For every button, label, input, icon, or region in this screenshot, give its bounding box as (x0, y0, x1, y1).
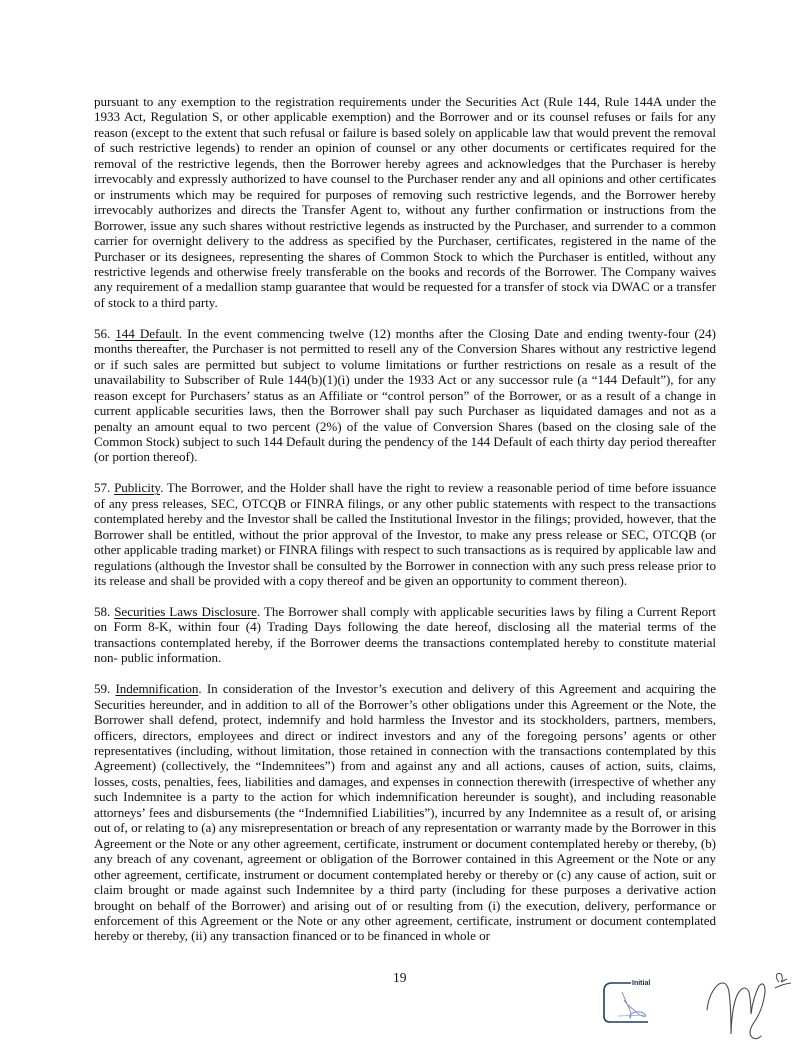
initial-stamp-frame-icon (600, 978, 660, 1026)
section-number: 58. (94, 603, 115, 619)
section-heading: Indemnification (115, 681, 199, 697)
section-heading: Publicity (114, 480, 161, 496)
document-body (94, 94, 716, 944)
paragraph-59-indemnification (94, 681, 716, 944)
initial-stamp (600, 978, 660, 1026)
paragraph-text: . The Borrower shall comply with applicable securities laws by filing a Current Report on Form 8-K, within four (4) Trading Days following the date hereof, disclosing all the material terms of the transactions contemplated hereby, if the Borrower deems the transactions contemplated hereby to constitute material non- public information. (94, 603, 716, 666)
paragraph-56-144-default (94, 326, 716, 465)
section-number: 56. (94, 325, 116, 341)
section-number: 59. (94, 681, 116, 697)
paragraph-continuation (94, 94, 716, 310)
section-number: 57. (94, 480, 115, 496)
paragraph-57-publicity (94, 480, 716, 588)
section-heading: 144 Default (115, 325, 179, 341)
paragraph-58-securities-laws-disclosure (94, 604, 716, 666)
page-number: 19 (393, 970, 407, 985)
handwritten-signature-icon (695, 962, 805, 1050)
initial-stamp-label: Initial (632, 980, 651, 987)
paragraph-text: . In consideration of the Investor’s execution and delivery of this Agreement and acquiring the Securities hereunder, and in addition to all of the Borrower’s other obligations under this Agreement or the Note, the Borrower shall defend, protect, indemnify and hold harmless the Investor and its stockholders, partners, members, officers, directors, employees and direct or indirect investors and any of the foregoing persons’ agents or other representatives (including, without limitation, those retained in connection with the transactions contemplated by this Agreement) (collectively, the “Indemnitees”) from and against any and all actions, causes of action, suits, claims, losses, costs, penalties, fees, liabilities and damages, and expenses in connection therewith (irrespective of whether any such Indemnitee is a party to the action for which indemnification hereunder is sought), and including reasonable attorneys’ fees and disbursements (the “Indemnified Liabilities”), incurred by any Indemnitee as a result of, or arising out of, or relating to (a) any misrepresentation or breach of any representation or warranty made by the Borrower in this Agreement or the Note or any other agreement, certificate, instrument or document contemplated hereby or thereby, (b) any breach of any covenant, agreement or obligation of the Borrower contained in this Agreement or the Note or any other agreement, certificate, instrument or document contemplated hereby or thereby or (c) any cause of action, suit or claim brought or made against such Indemnitee by a third party (including for these purposes a derivative action brought on behalf of the Borrower) and arising out of or resulting from (i) the execution, delivery, performance or enforcement of this Agreement or the Note or any other agreement, certificate, instrument or document contemplated hereby or thereby, (ii) any transaction financed or to be financed in whole or (94, 681, 716, 944)
paragraph-text: . In the event commencing twelve (12) months after the Closing Date and ending twenty-four (24) months thereafter, the Purchaser is not permitted to resell any of the Conversion Shares without any restrictive legend or if such sales are permitted but subject to volume limitations or further restrictions on resale as a result of the unavailability to Subscriber of Rule 144(b)(1)(i) under the 1933 Act or any successor rule (a “144 Default”), for any reason except for Purchasers’ status as an Affiliate or “control person” of the Borrower, or as a result of a change in current applicable securities laws, then the Borrower shall pay such Purchaser as liquidated damages and not as a penalty an amount equal to two percent (2%) of the value of Conversion Shares (based on the closing sale of the Common Stock) subject to such 144 Default during the pendency of the 144 Default of each thirty day period thereafter (or portion thereof). (94, 325, 716, 465)
paragraph-text: pursuant to any exemption to the registration requirements under the Securities Act (Rule 144, Rule 144A under the 1933 Act, Regulation S, or other applicable exemption) and the Borrower and or its counsel refuses or fails for any reason (except to the extent that such refusal or failure is based solely on applicable law that would prevent the removal of such restrictive legends) to render an opinion of counsel or any other documents or certificates required for the removal of the restrictive legends, then the Borrower hereby agrees and acknowledges that the Purchaser is hereby irrevocably and expressly authorized to have counsel to the Purchaser render any and all opinions and other certificates or instruments which may be required for purposes of removing such restrictive legends, and the Borrower hereby irrevocably authorizes and directs the Transfer Agent to, without any further confirmation or instructions from the Borrower, issue any such shares without restrictive legends as instructed by the Purchaser, and surrender to a common carrier for overnight delivery to the address as specified by the Purchaser, certificates, registered in the name of the Purchaser or its designees, representing the shares of Common Stock to which the Purchaser is entitled, without any restrictive legends and otherwise freely transferable on the books and records of the Borrower. The Company waives any requirement of a medallion stamp guarantee that would be requested for a transfer of stock via DWAC or a transfer of stock to a third party. (94, 94, 716, 310)
paragraph-text: . The Borrower, and the Holder shall have the right to review a reasonable period of time before issuance of any press releases, SEC, OTCQB or FINRA filings, or any other public statements with respect to the transactions contemplated hereby and the Investor shall be called the Institutional Investor in the filings; provided, however, that the Borrower shall be entitled, without the prior approval of the Investor, to make any press release or SEC, OTCQB (or other applicable trading market) or FINRA filings with respect to such transactions as is required by applicable law and regulations (although the Investor shall be consulted by the Borrower in connection with any such press release prior to its release and shall be provided with a copy thereof and be given an opportunity to comment thereon). (94, 480, 716, 589)
section-heading: Securities Laws Disclosure (114, 603, 257, 619)
